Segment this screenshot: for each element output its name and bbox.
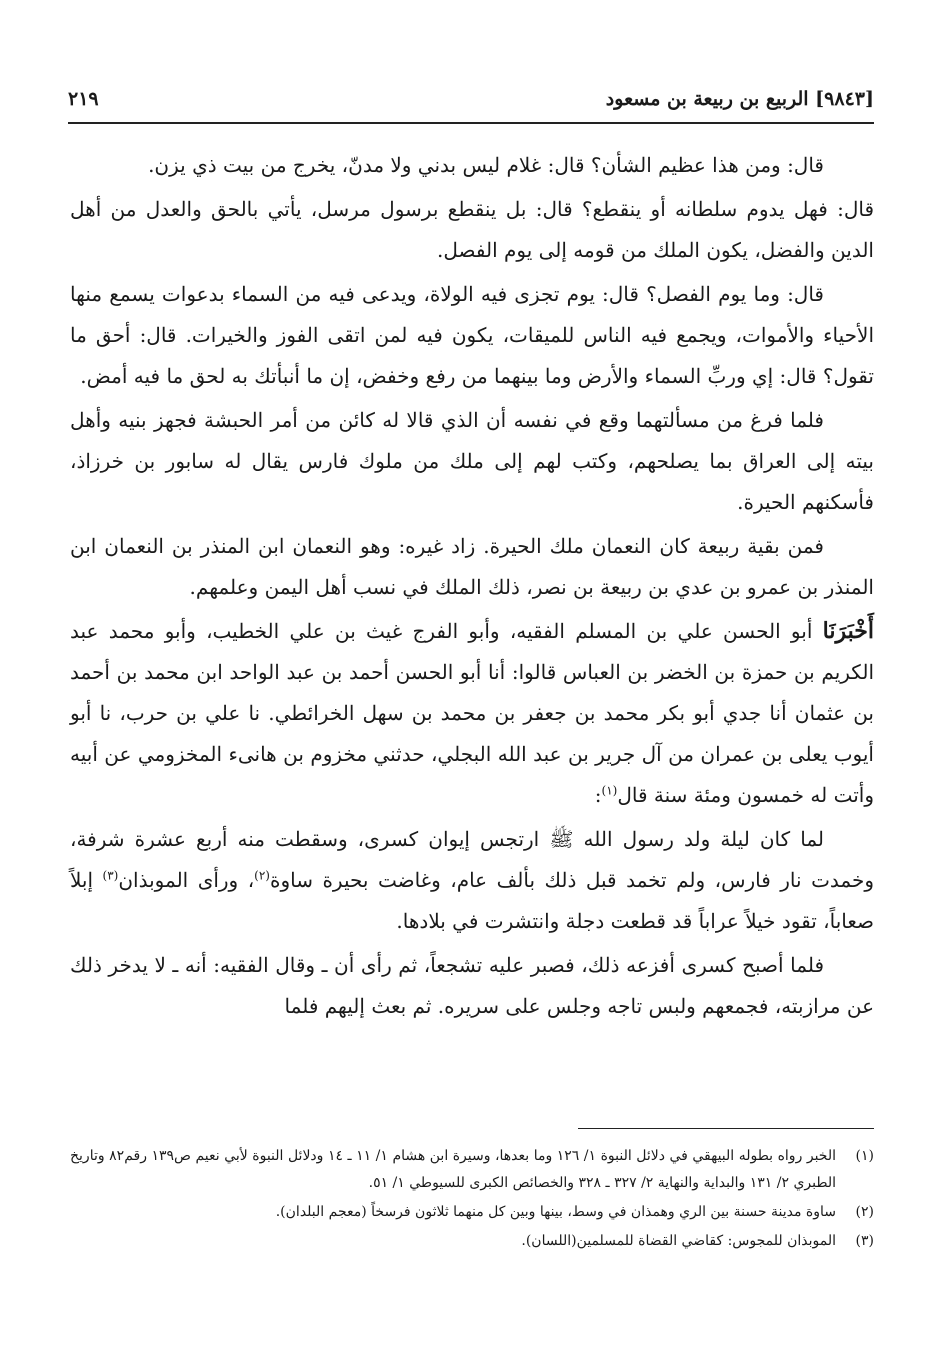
paragraph: قال: وما يوم الفصل؟ قال: يوم تجزى فيه الولاة، ويدعى فيه من السماء بدعوات يسمع منها الأحياء والأموات، ويجمع فيه الناس للميقات، يكون فيه لمن اتقى الفوز والخيرات. قال: أحق ما تقول؟ قال: إي وربِّ السماء والأرض وما بينهما من رفع وخفض، إن ما أنبأتك به لحق ما فيه أمض. [70, 282, 874, 388]
running-header [68, 88, 874, 118]
footnote-ref-1: (١) [601, 783, 618, 798]
footnote-text: ساوة مدينة حسنة بين الري وهمذان في وسط، بينها وبين كل منهما ثلاثون فرسخاً (معجم البلدان). [275, 1204, 836, 1220]
footnote [70, 1143, 874, 1197]
isnad-tail: : [594, 783, 602, 807]
footnote [70, 1228, 874, 1255]
footnote-ref-3: (٣) [102, 868, 119, 883]
akhbarana-heading: أَخْبَرَنَا [822, 618, 874, 644]
header-rule [68, 122, 874, 124]
footnote [70, 1199, 874, 1226]
paragraph: فلما فرغ من مسألتهما وقع في نفسه أن الذي قالا له كائن من أمر الحبشة فجهز بنيه وأهل بيته إلى العراق بما يصلحهم، وكتب لهم إلى ملك من ملوك فارس يقال له سابور بن خرزاذ، فأسكنهم الحيرة. [70, 408, 874, 514]
footnote-number: (٢) [855, 1204, 874, 1220]
paragraph: قال: ومن هذا عظيم الشأن؟ قال: غلام ليس بدني ولا مدنّ، يخرج من بيت ذي يزن. [148, 153, 824, 177]
footnote-text: الموبذان للمجوس: كقاضي القضاة للمسلمين(اللسان). [521, 1233, 836, 1249]
paragraph: فمن بقية ربيعة كان النعمان ملك الحيرة. زاد غيره: وهو النعمان ابن المنذر بن النعمان ابن المنذر بن عمرو بن عدي بن ربيعة بن نصر، ذلك الملك في نسب أهل اليمن وعلمهم. [70, 534, 874, 599]
iwan-text-1: لما كان ليلة ولد رسول الله ﷺ ارتجس إيوان كسرى، وسقطت منه أربع عشرة شرفة، وخمدت نار فارس، ولم تخمد قبل ذلك بألف عام، وغاضت بحيرة ساوة [70, 827, 874, 892]
running-title: [٩٨٤٣] الربيع بن ربيعة بن مسعود [605, 88, 874, 110]
iwan-text-3: إبلاً صعاباً، تقود خيلاً عراباً قد قطعت دجلة وانتشرت في بلادها. [70, 868, 874, 933]
footnote-number: (١) [855, 1148, 874, 1164]
paragraph: فلما أصبح كسرى أفزعه ذلك، فصبر عليه تشجعاً، ثم رأى أن ـ وقال الفقيه: أنه ـ لا يدخر ذلك عن مرازبته، فجمعهم ولبس تاجه وجلس على سريره. ثم بعث إليهم فلما [70, 953, 874, 1018]
footnote-text: الخبر رواه بطوله البيهقي في دلائل النبوة ١/ ١٢٦ وما بعدها، وسيرة ابن هشام ١/ ١١ ـ ١٤ ودلائل النبوة لأبي نعيم ص١٣٩ رقم٨٢ وتاريخ الطبري ٢/ ١٣١ والبداية والنهاية ٢/ ٣٢٧ ـ ٣٢٨ والخصائص الكبرى للسيوطي ١/ ٥١. [70, 1148, 836, 1191]
footnote-ref-2: (٢) [254, 868, 270, 883]
paragraph: قال: فهل يدوم سلطانه أو ينقطع؟ قال: بل ينقطع برسول مرسل، يأتي بالحق والعدل من أهل الدين والفضل، يكون الملك من قومه إلى يوم الفصل. [70, 197, 875, 262]
isnad-text: أبو الحسن علي بن المسلم الفقيه، وأبو الفرج غيث بن علي الخطيب، وأبو محمد عبد الكريم بن حمزة بن الخضر بن العباس قالوا: أنا أبو الحسن أحمد بن عبد الواحد ابن محمد بن أحمد بن عثمان أنا جدي أبو بكر محمد بن جعفر بن محمد بن سهل الخرائطي. نا علي بن حرب، نا أبو أيوب يعلى بن عمران من آل جرير بن عبد الله البجلي، حدثني مخزوم بن هانىء المخزومي عن أبيه وأتت له خمسون ومئة سنة قال [70, 619, 874, 807]
isnad-paragraph [70, 611, 874, 816]
footnote-number: (٣) [855, 1233, 874, 1249]
footnotes [70, 1143, 874, 1257]
iwan-paragraph [70, 819, 874, 942]
footnote-rule [578, 1128, 874, 1129]
iwan-text-2: ، ورأى الموبذان [118, 868, 255, 892]
main-text [70, 145, 874, 1030]
page-number: ٢١٩ [68, 88, 99, 110]
